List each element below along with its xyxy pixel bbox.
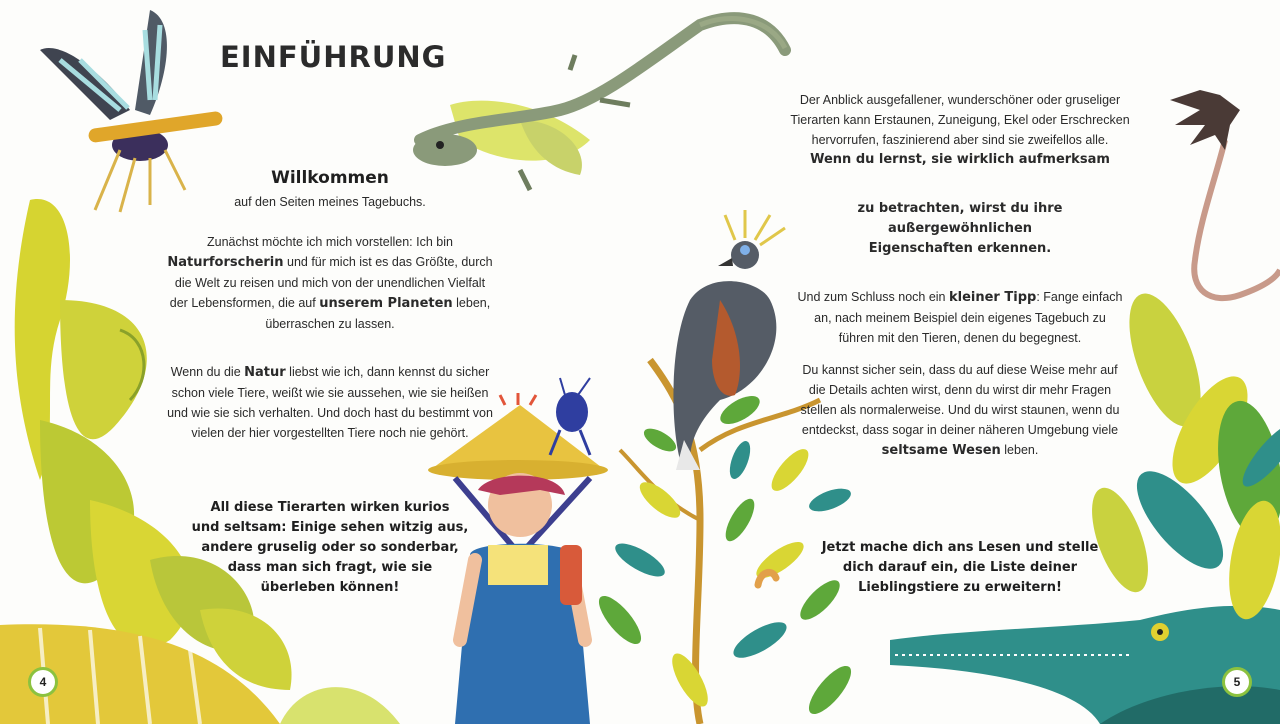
right-intro-bold-line-3: Eigenschaften erkennen. bbox=[868, 241, 1052, 256]
page-number-right: 5 bbox=[1222, 667, 1252, 697]
tip-line-1-pre: Und zum Schluss noch ein bbox=[797, 290, 949, 304]
page-number-left: 4 bbox=[28, 667, 58, 697]
tip-line-1-post: : Fange einfach bbox=[1036, 290, 1123, 304]
details-line-4: entdeckst, dass sogar in deiner näheren Umgebung viele bbox=[801, 423, 1119, 437]
keyword-tipp: kleiner Tipp bbox=[948, 290, 1037, 305]
right-intro-bold-line-2: zu betrachten, wirst du ihre außergewöhnlichen bbox=[857, 201, 1063, 236]
tail-illustration bbox=[1170, 90, 1280, 298]
left-caption-line-5: überleben können! bbox=[260, 580, 400, 595]
details-line-1: Du kannst sicher sein, dass du auf diese Weise mehr auf bbox=[802, 363, 1118, 377]
details-line-5-post: leben. bbox=[1000, 443, 1039, 457]
tip-line-1 bbox=[790, 287, 1130, 308]
greeting-heading: Willkommen bbox=[271, 168, 389, 188]
tip-line-2: an, nach meinem Beispiel dein eigenes Tagebuch zu bbox=[814, 311, 1106, 325]
right-intro-bold-continued bbox=[790, 199, 1130, 259]
gharial-illustration bbox=[890, 606, 1280, 724]
intro-line-4 bbox=[160, 293, 500, 314]
intro-line-4-post: leben, bbox=[452, 296, 491, 310]
nature-line-2: schon viele Tiere, weißt wie sie aussehen, wie sie heißen bbox=[171, 386, 489, 400]
keyword-naturforscherin: Naturforscherin bbox=[167, 255, 284, 270]
intro-line-2 bbox=[160, 252, 500, 273]
right-caption-line-1: Jetzt mache dich ans Lesen und stelle bbox=[821, 540, 1099, 555]
nature-line-1-pre: Wenn du die bbox=[170, 365, 245, 379]
caterpillar-illustration bbox=[758, 572, 776, 585]
nature-line-1 bbox=[160, 362, 500, 383]
keyword-seltsame-wesen: seltsame Wesen bbox=[881, 443, 1001, 458]
right-intro-line-3: hervorrufen, faszinierend aber sind sie zweifellos alle. bbox=[811, 133, 1109, 147]
keyword-planet: unserem Planeten bbox=[319, 296, 453, 311]
right-intro-line-2: Tierarten kann Erstaunen, Zuneigung, Ekel oder Erschrecken bbox=[790, 113, 1130, 127]
intro-line-3: die Welt zu reisen und mich von der unendlichen Vielfalt bbox=[174, 276, 486, 290]
left-caption bbox=[190, 498, 470, 598]
right-intro-paragraph bbox=[790, 90, 1130, 170]
intro-line-2-rest: und für mich ist es das Größte, durch bbox=[283, 255, 493, 269]
intro-paragraph bbox=[160, 232, 500, 334]
tip-line-3: führen mit den Tieren, denen du begegnest. bbox=[838, 331, 1082, 345]
left-caption-line-3: andere gruselig oder so sonderbar, bbox=[201, 540, 459, 555]
lizard-illustration bbox=[413, 18, 785, 190]
right-intro-line-1: Der Anblick ausgefallener, wunderschöner oder gruseliger bbox=[799, 93, 1121, 107]
details-line-3: stellen als normalerweise. Und du wirst staunen, wenn du bbox=[800, 403, 1120, 417]
page-title: EINFÜHRUNG bbox=[220, 40, 447, 74]
right-caption-line-3: Lieblingstiere zu erweitern! bbox=[858, 580, 1062, 595]
right-intro-bold-line-1: Wenn du lernst, sie wirklich aufmerksam bbox=[810, 152, 1110, 167]
details-line-5 bbox=[790, 440, 1130, 461]
right-caption bbox=[810, 538, 1110, 598]
right-caption-line-2: dich darauf ein, die Liste deiner bbox=[842, 560, 1078, 575]
left-caption-line-4: dass man sich fragt, wie sie bbox=[227, 560, 433, 575]
intro-line-1: Zunächst möchte ich mich vorstellen: Ich bin bbox=[207, 235, 453, 249]
nature-line-1-post: liebst wie ich, dann kennst du sicher bbox=[285, 365, 490, 379]
intro-line-4-pre: der Lebensformen, die auf bbox=[169, 296, 320, 310]
winged-insect-illustration bbox=[40, 10, 223, 212]
nature-paragraph bbox=[160, 362, 500, 443]
tip-paragraph bbox=[790, 287, 1130, 348]
keyword-natur: Natur bbox=[244, 365, 286, 380]
nature-line-4: vielen der hier vorgestellten Tiere noch nie gehört. bbox=[191, 426, 469, 440]
left-caption-line-1: All diese Tierarten wirken kurios bbox=[210, 500, 450, 515]
details-paragraph bbox=[790, 360, 1130, 461]
intro-line-5: überraschen zu lassen. bbox=[265, 317, 395, 331]
left-caption-line-2: und seltsam: Einige sehen witzig aus, bbox=[191, 520, 469, 535]
details-line-2: die Details achten wirst, denn du wirst dir mehr Fragen bbox=[808, 383, 1112, 397]
greeting-subtitle: auf den Seiten meines Tagebuchs. bbox=[234, 195, 426, 209]
nature-line-3: und wie sie sich verhalten. Und doch hast du bestimmt von bbox=[167, 406, 493, 420]
